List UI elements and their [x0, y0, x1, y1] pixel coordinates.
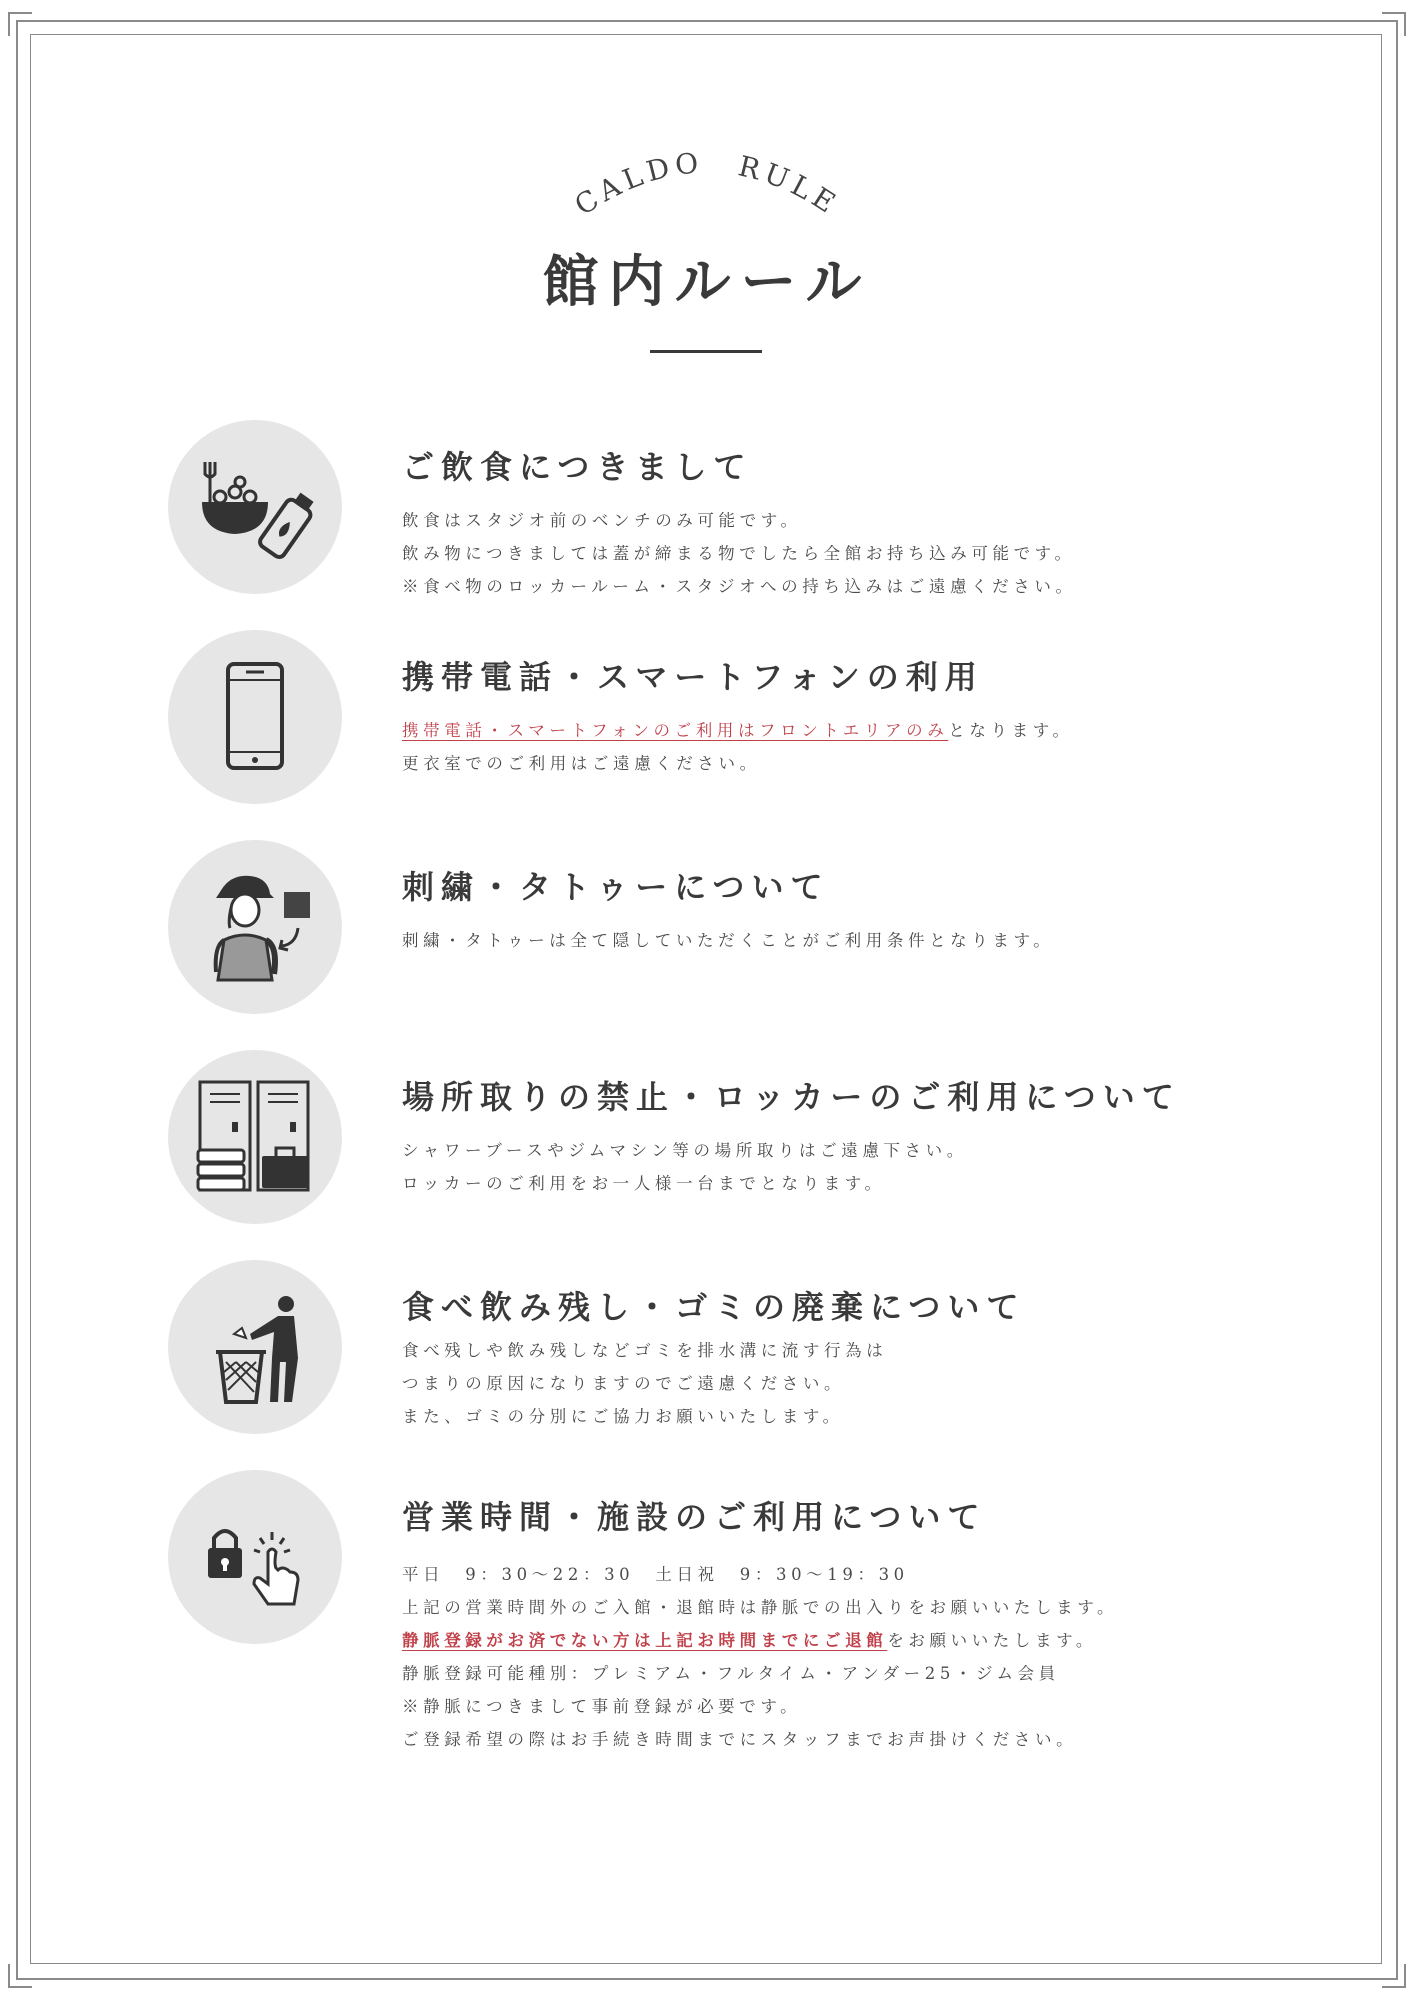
frame-corner: [1382, 12, 1406, 36]
body-line: ※静脈につきまして事前登録が必要です。: [402, 1697, 802, 1716]
svg-text:CALDO RULE: CALDO RULE: [568, 145, 846, 223]
section-hours: [0, 1470, 1414, 1770]
body-line: [402, 714, 1074, 747]
section-phone: [0, 630, 1414, 820]
body-line: 上記の営業時間外のご入館・退館時は静脈での出入りをお願いいたします。: [402, 1598, 1119, 1617]
page-title: 館内ルール: [542, 249, 872, 315]
body-line: ロッカーのご利用をお一人様一台までとなります。: [402, 1174, 886, 1193]
highlighted-text: 静脈登録がお済でない方は上記お時間までにご退館: [402, 1631, 888, 1650]
title-underline: [650, 350, 762, 353]
body-text: をお願いいたします。: [887, 1631, 1097, 1650]
section-title: 営業時間・施設のご利用について: [402, 1498, 987, 1536]
body-line: 食べ残しや飲み残しなどゴミを排水溝に流す行為は: [402, 1341, 888, 1360]
body-line: 刺繍・タトゥーは全て隠していただくことがご利用条件となります。: [402, 931, 1055, 950]
section-title: 食べ飲み残し・ゴミの廃棄について: [402, 1288, 1026, 1326]
body-line: 飲み物につきましては蓋が締まる物でしたら全館お持ち込み可能です。: [402, 544, 1076, 563]
body-line: また、ゴミの分別にご協力お願いいたします。: [402, 1407, 844, 1426]
section-body: [402, 1134, 968, 1200]
caldo-rule-arc-heading: [557, 140, 857, 230]
frame-corner: [1382, 1964, 1406, 1988]
section-title: ご飲食につきまして: [402, 448, 753, 486]
section-food-drink: [0, 420, 1414, 610]
section-title: 携帯電話・スマートフォンの利用: [402, 658, 984, 696]
section-body: [402, 714, 1074, 780]
smartphone-icon: [168, 630, 342, 804]
locker-icon: [168, 1050, 342, 1224]
section-lockers: [0, 1050, 1414, 1240]
business-hours: 平日 9：30〜22：30 土日祝 9：30〜19：30: [402, 1565, 909, 1584]
section-body: [402, 1558, 1118, 1756]
section-body: [402, 504, 1077, 603]
body-line: ご登録希望の際はお手続き時間までにスタッフまでお声掛けください。: [402, 1730, 1078, 1749]
body-line: 飲食はスタジオ前のベンチのみ可能です。: [402, 511, 802, 530]
section-title: 場所取りの禁止・ロッカーのご利用について: [402, 1078, 1181, 1116]
body-line: [402, 1624, 1118, 1657]
lock-touch-icon: [168, 1470, 342, 1644]
body-line: つまりの原因になりますのでご遠慮ください。: [402, 1374, 846, 1393]
section-title: 刺繍・タトゥーについて: [402, 868, 830, 906]
body-line: ※食べ物のロッカールーム・スタジオへの持ち込みはご遠慮ください。: [402, 577, 1077, 596]
section-body: [402, 924, 1054, 957]
body-text: となります。: [948, 721, 1074, 740]
body-line: 更衣室でのご利用はご遠慮ください。: [402, 754, 761, 773]
frame-corner: [8, 12, 32, 36]
body-line: 静脈登録可能種別：プレミアム・フルタイム・アンダー25・ジム会員: [402, 1664, 1060, 1683]
section-trash: [0, 1260, 1414, 1450]
section-body: [402, 1334, 887, 1433]
body-line: シャワーブースやジムマシン等の場所取りはご遠慮下さい。: [402, 1141, 968, 1160]
trash-disposal-icon: [168, 1260, 342, 1434]
tattoo-person-icon: [168, 840, 342, 1014]
frame-corner: [8, 1964, 32, 1988]
section-tattoo: [0, 840, 1414, 1030]
food-drink-icon: [168, 420, 342, 594]
highlighted-text: 携帯電話・スマートフォンのご利用はフロントエリアのみ: [402, 721, 949, 740]
